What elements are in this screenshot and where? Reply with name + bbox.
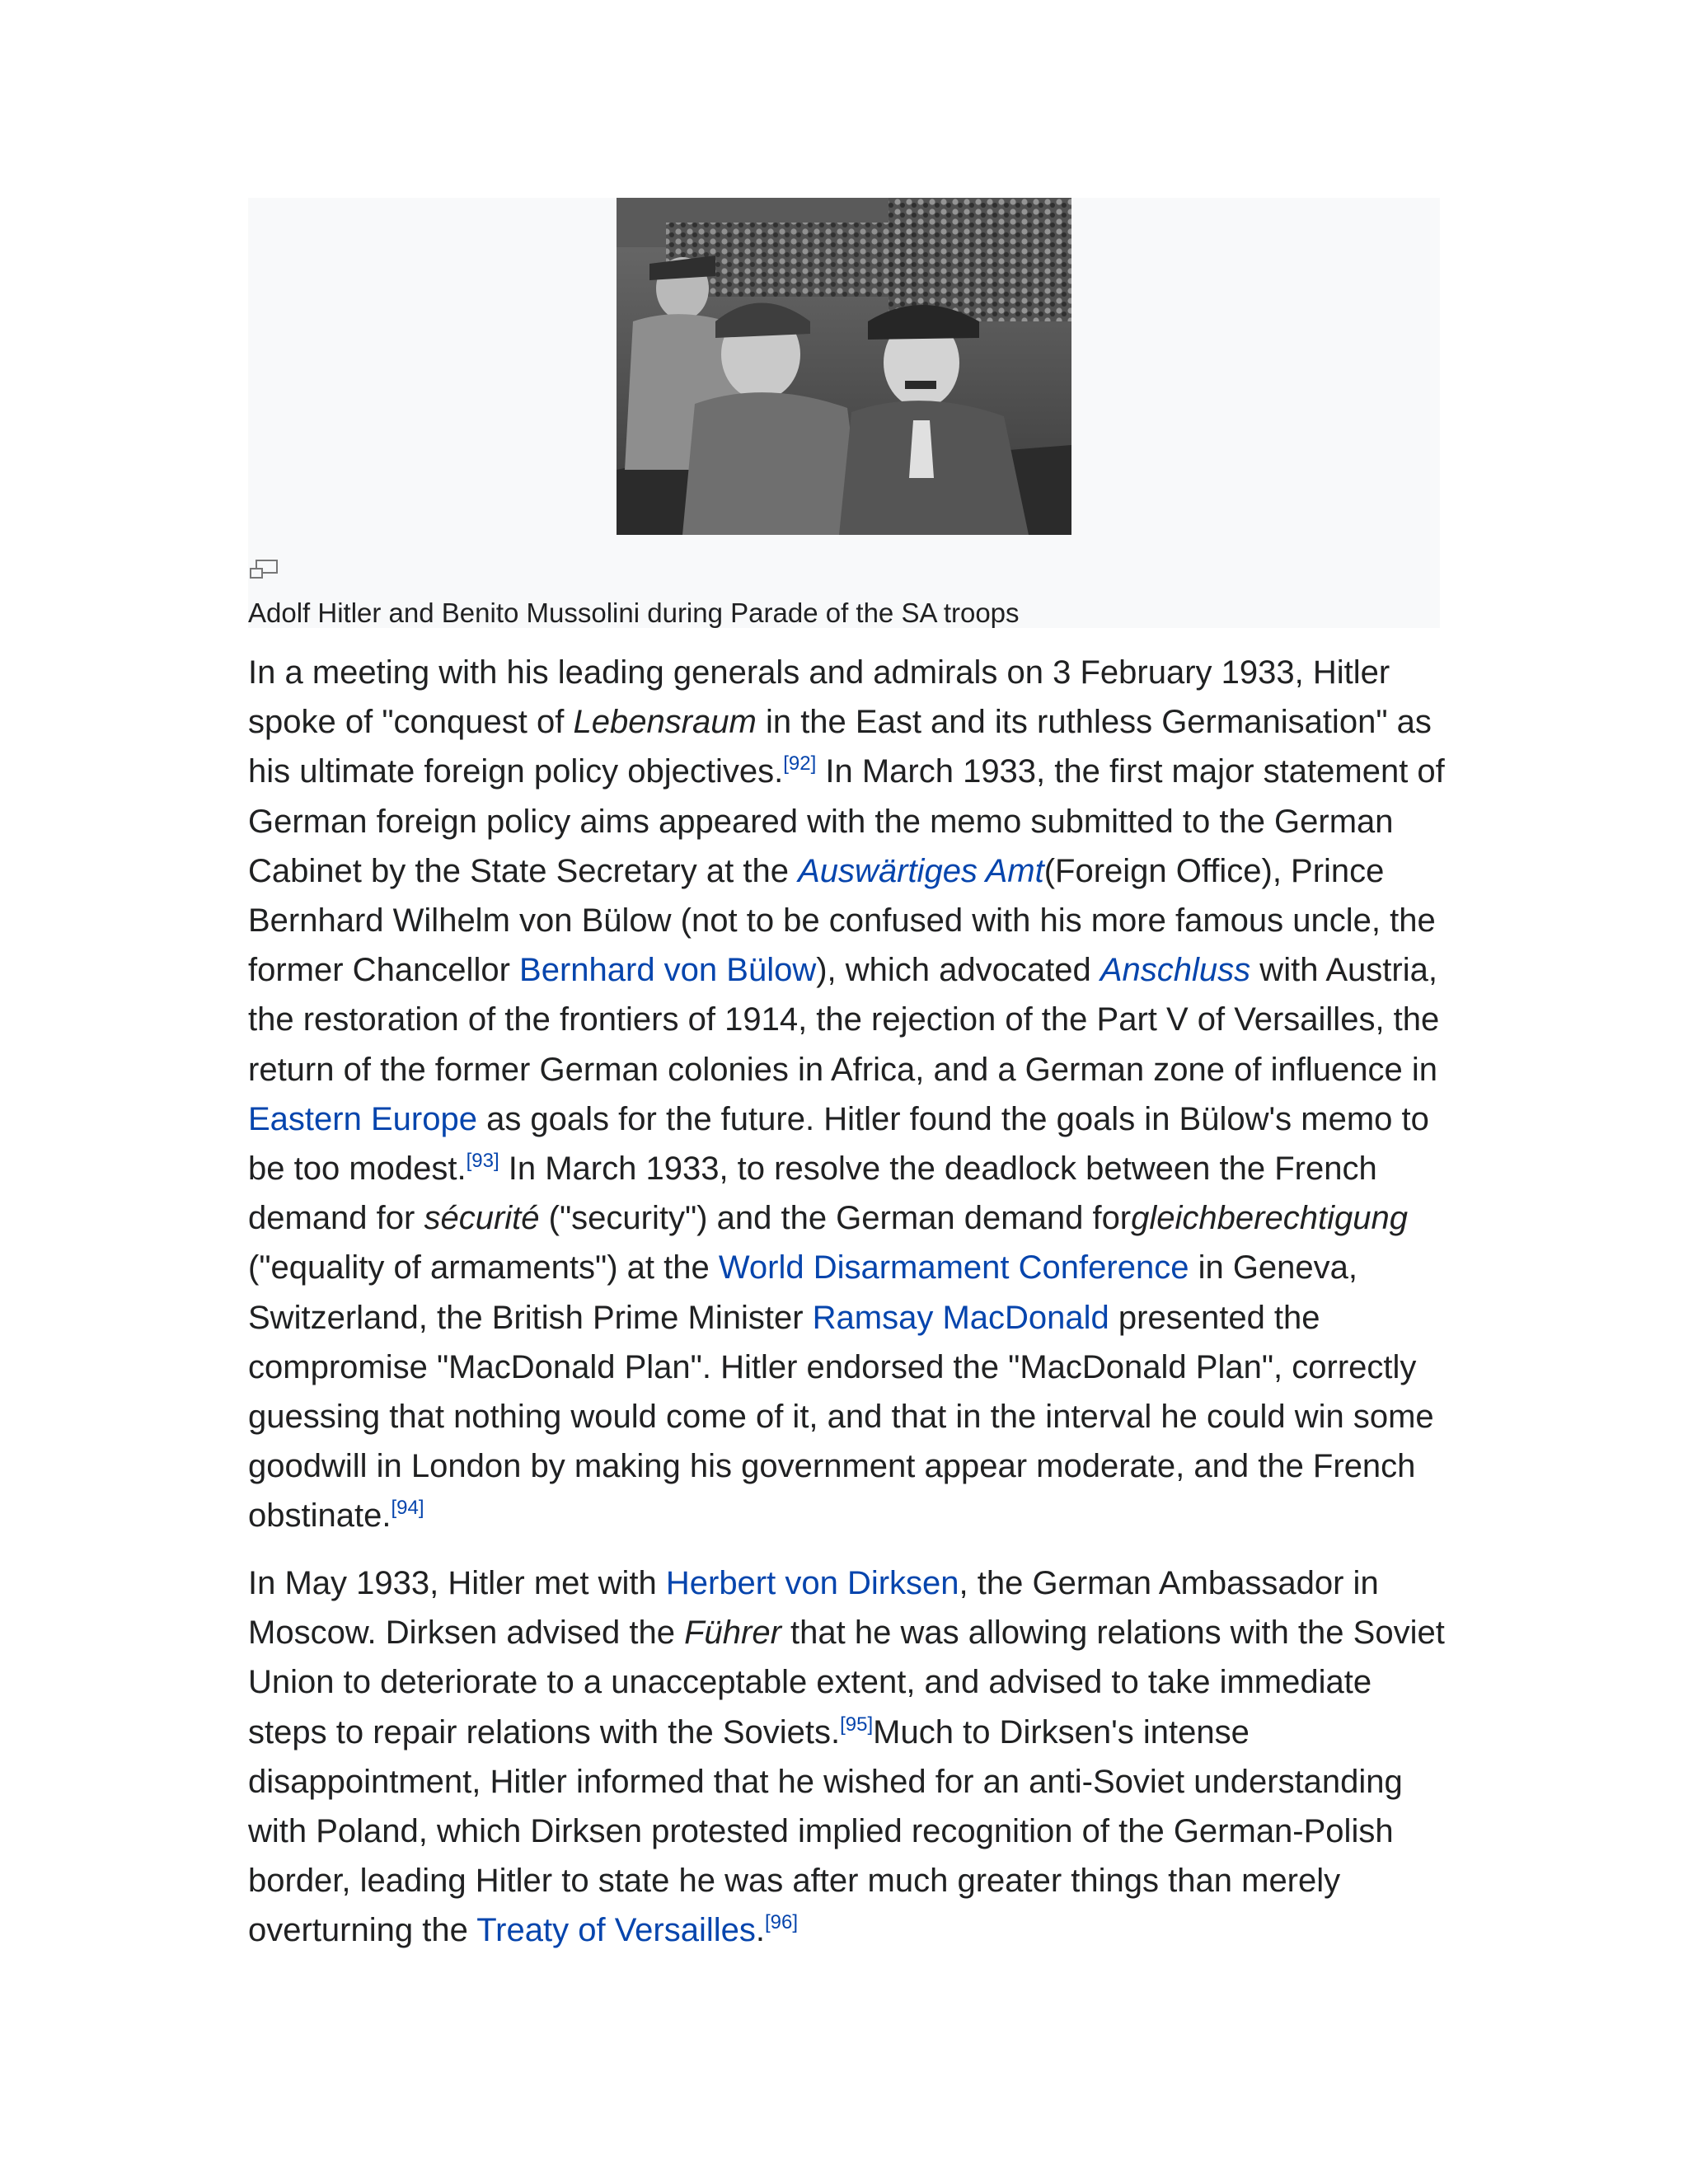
- link-eastern-europe[interactable]: Eastern Europe: [248, 1100, 477, 1137]
- magnify-clip-icon[interactable]: [249, 559, 279, 580]
- figure-caption: Adolf Hitler and Benito Mussolini during Parade of the SA troops: [248, 598, 1020, 628]
- italic-term: Lebensraum: [573, 704, 757, 741]
- text-run: .: [755, 1912, 766, 1949]
- text-run: ("security") and the German demand for: [539, 1200, 1132, 1237]
- link-ramsay-macdonald[interactable]: Ramsay MacDonald: [812, 1299, 1109, 1336]
- text-run: as goals for the future. Hitler found the goals in Bülow's memo to be too modest.: [248, 1100, 1429, 1188]
- citation-95[interactable]: [840, 1713, 873, 1736]
- text-run: In May 1933, Hitler met with: [248, 1565, 666, 1601]
- link-auswartiges-amt[interactable]: [798, 853, 1044, 889]
- italic-term: sécurité: [424, 1200, 540, 1237]
- citation-link[interactable]: [95]: [840, 1713, 874, 1736]
- citation-link[interactable]: [93]: [466, 1150, 499, 1173]
- text-run: ), which advocated: [816, 952, 1100, 989]
- link-label: Auswärtiges Amt: [798, 852, 1044, 889]
- text-run: In a meeting with his leading generals and admirals on 3 February 1933, Hitler spoke of "conquest of: [248, 654, 1390, 741]
- italic-term: Führer: [684, 1615, 781, 1652]
- citation-link[interactable]: [92]: [783, 752, 817, 776]
- text-run: In March 1933, to resolve the deadlock between the French demand for: [248, 1151, 1377, 1237]
- paragraph-dirksen-meeting: [248, 1558, 1451, 1956]
- link-world-disarmament-conference[interactable]: World Disarmament Conference: [718, 1249, 1189, 1286]
- italic-term: gleichberechtigung: [1131, 1200, 1408, 1237]
- citation-94[interactable]: [391, 1497, 424, 1520]
- citation-92[interactable]: [783, 753, 816, 776]
- text-run: , the German Ambassador in Moscow. Dirksen advised the: [248, 1565, 1379, 1652]
- text-run: in the East and its ruthless Germanisation" as his ultimate foreign policy objectives.: [248, 704, 1432, 790]
- text-run: ("equality of armaments") at the: [248, 1249, 719, 1286]
- link-herbert-von-dirksen[interactable]: Herbert von Dirksen: [665, 1565, 959, 1601]
- text-run: with Austria, the restoration of the frontiers of 1914, the rejection of the Part V of Versailles, the return of the former German colonies in Africa, and a German zone of influence in: [248, 952, 1440, 1088]
- photo-image[interactable]: [617, 198, 1071, 535]
- citation-93[interactable]: [467, 1150, 499, 1172]
- text-run: in Geneva, Switzerland, the British Prime Minister: [248, 1249, 1358, 1336]
- text-run: (Foreign Office), Prince Bernhard Wilhelm von Bülow (not to be confused with his more famous uncle, the former Chancellor: [248, 852, 1436, 989]
- text-run: Much to Dirksen's intense disappointment, Hitler informed that he wished for an anti-Soviet understanding with Poland, which Dirksen protested implied recognition of the German-Polish border, leading Hitler to state he was after much greater things than merely overturning the: [248, 1713, 1403, 1949]
- text-run: presented the compromise "MacDonald Plan". Hitler endorsed the "MacDonald Plan", correctly guessing that nothing would come of it, and that in the interval he could win some goodwill in London by making his government appear moderate, and the French obstinate.: [248, 1299, 1434, 1535]
- photo-grayscale-scene: [617, 198, 1071, 535]
- link-treaty-of-versailles[interactable]: Treaty of Versailles: [476, 1912, 756, 1949]
- citation-link[interactable]: [96]: [765, 1911, 799, 1934]
- text-run: that he was allowing relations with the Soviet Union to deteriorate to a unacceptable extent, and advised to take immediate steps to repair relations with the Soviets.: [248, 1615, 1445, 1750]
- link-label: Anschluss: [1100, 952, 1251, 989]
- citation-link[interactable]: [94]: [391, 1497, 424, 1520]
- link-anschluss[interactable]: [1100, 952, 1250, 988]
- text-run: In March 1933, the first major statement of German foreign policy aims appeared with the memo submitted to the German Cabinet by the State Secretary at the: [248, 753, 1445, 889]
- citation-96[interactable]: [765, 1912, 798, 1934]
- link-bernhard-von-bulow[interactable]: Bernhard von Bülow: [519, 952, 817, 989]
- paragraph-foreign-policy: [248, 648, 1451, 1541]
